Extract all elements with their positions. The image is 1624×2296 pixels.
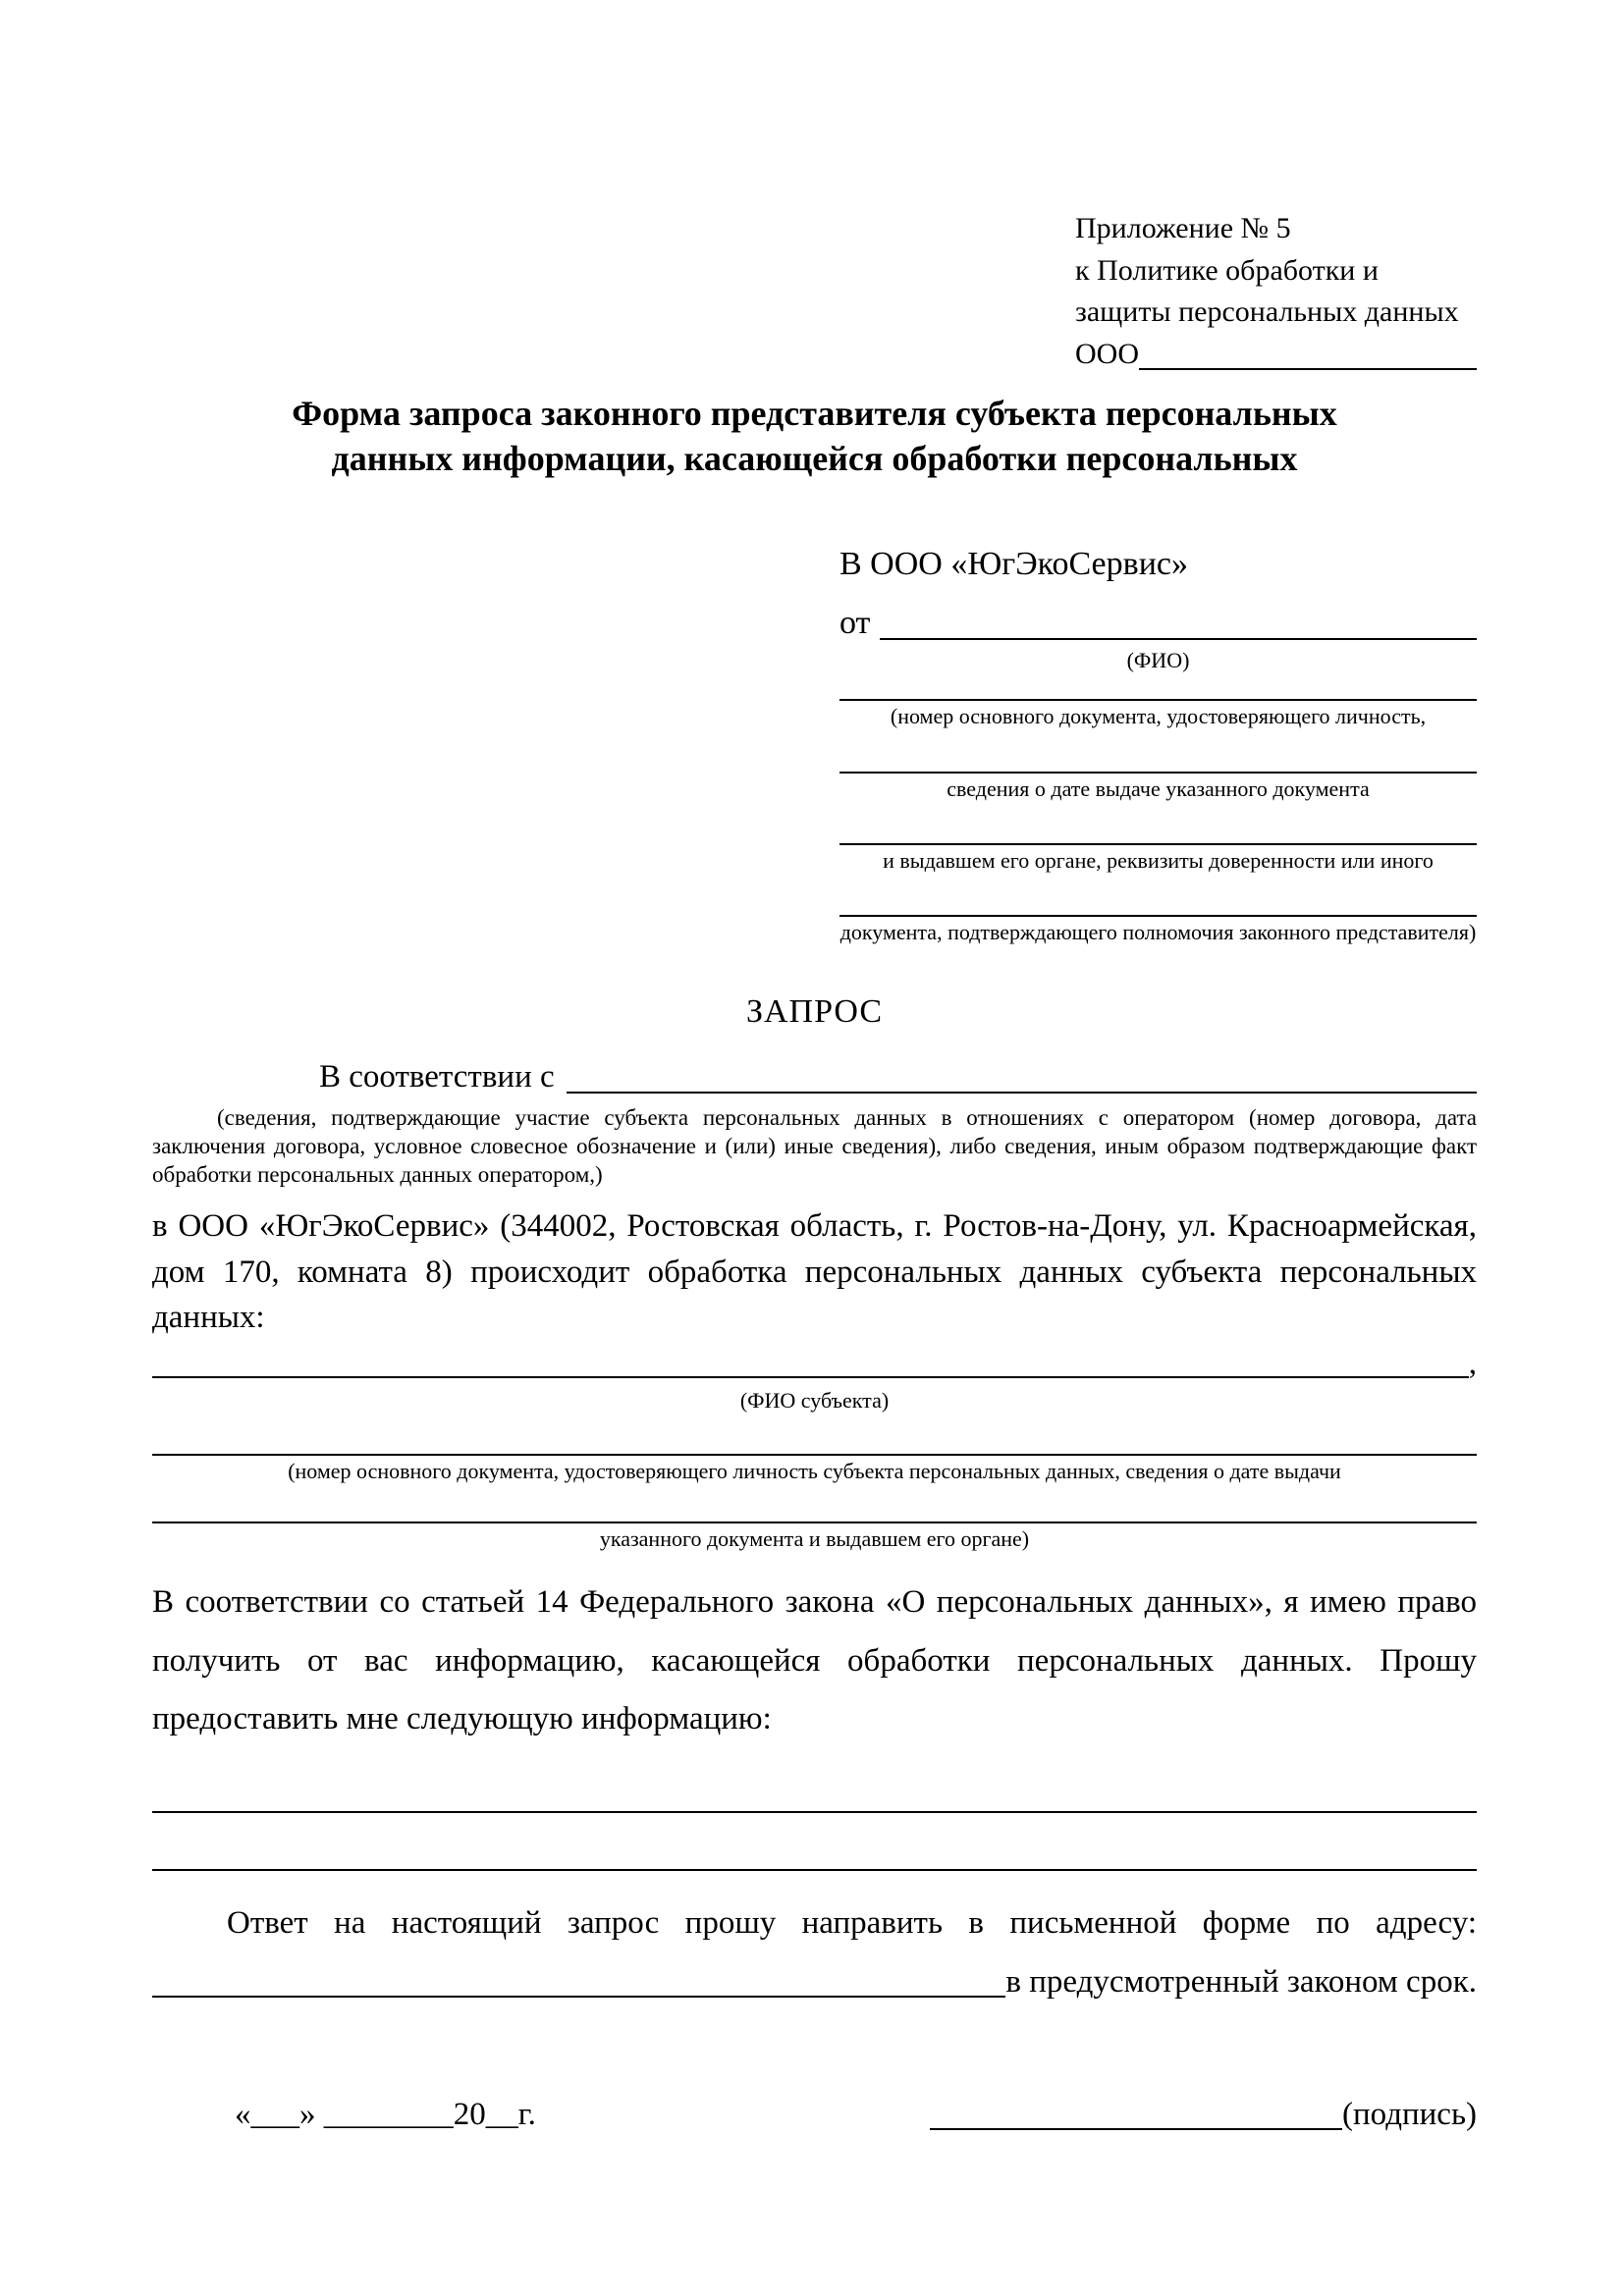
- fill-line-representative-authority: [839, 915, 1477, 917]
- from-line: [839, 602, 1477, 645]
- fill-line-subject-doc-number: [152, 1454, 1477, 1456]
- doc-issue-date-caption: сведения о дате выдаче указанного документа: [947, 775, 1370, 801]
- document-title: [152, 391, 1477, 481]
- fill-line-company-name: [1139, 368, 1477, 370]
- doc-authority-caption: и выдавшем его органе, реквизиты доверенности или иного: [883, 848, 1434, 874]
- fill-line-subject-doc-authority: [152, 1522, 1477, 1523]
- subject-fio-line: [152, 1343, 1477, 1385]
- fill-line-signature: [930, 2128, 1342, 2130]
- subject-doc-number-caption: (номер основного документа, удостоверяющего личность субъекта персональных данных, сведения о дате выдачи: [288, 1458, 1341, 1483]
- law-paragraph: В соответствии со статьей 14 Федерального закона «О персональных данных», я имею право получить от вас информацию, касающейся обработки персональных данных. Прошу предоставить мне следующую информацию:: [152, 1584, 1477, 1737]
- subject-fio-caption: (ФИО субъекта): [739, 1388, 890, 1414]
- according-line: [152, 1056, 1477, 1098]
- fill-line-reply-address: [152, 1996, 1005, 1998]
- from-prefix-label: от: [839, 604, 871, 641]
- doc-number-caption: (номер основного документа, удостоверяющего личность,: [890, 704, 1427, 729]
- fill-line-doc-issue-date: [839, 772, 1477, 774]
- fill-line-relation-details: [567, 1092, 1477, 1094]
- request-heading: ЗАПРОС: [745, 992, 884, 1030]
- fill-line-representative-fio: [880, 638, 1477, 640]
- footer-row: [152, 2094, 1477, 2136]
- signature-group: [930, 2094, 1477, 2136]
- addressee-block: [839, 543, 1477, 946]
- addressee-to-line: В ООО «ЮгЭкоСервис»: [839, 545, 1188, 582]
- representative-authority-caption: документа, подтверждающего полномочия законного представителя): [839, 920, 1477, 945]
- appendix-company-line: [1075, 334, 1477, 376]
- fill-line-doc-authority: [839, 843, 1477, 845]
- requested-info-lines: [152, 1811, 1477, 1871]
- fill-line-subject-fio: [152, 1376, 1469, 1378]
- reply-address-line: [152, 1960, 1477, 2004]
- subject-line-comma: ,: [1468, 1346, 1477, 1382]
- title-line-2: данных информации, касающейся обработки персональных: [331, 439, 1298, 479]
- relation-details-note: (сведения, подтверждающие участие субъекта персональных данных в отношениях с оператором (номер договора, дата заключения договора, условное словесное обозначение и (или) иные сведения), либо сведения, иным образом подтверждающие факт обработки персональных данных оператором,): [152, 1104, 1477, 1187]
- fill-line-doc-number: [839, 699, 1477, 701]
- signature-caption: (подпись): [1342, 2097, 1477, 2133]
- appendix-line-2: к Политике обработки и: [1075, 253, 1379, 287]
- subject-doc-authority-caption: указанного документа и выдавшем его органе): [599, 1525, 1030, 1551]
- company-prefix-label: ООО: [1075, 337, 1139, 370]
- fill-line-requested-info-2: [152, 1869, 1477, 1871]
- fio-caption: (ФИО): [1126, 647, 1190, 672]
- appendix-line-1: Приложение № 5: [1075, 212, 1291, 244]
- subject-document-lines: [152, 1454, 1477, 1553]
- according-prefix-label: В соответствии с: [319, 1058, 555, 1095]
- operator-paragraph: в ООО «ЮгЭкоСервис» (344002, Ростовская область, г. Ростов-на-Дону, ул. Красноармейская, дом 170, комната 8) происходит обработка персональных данных субъекта персональных данных:: [152, 1207, 1477, 1336]
- reply-suffix-label: в предусмотренный законом срок.: [1005, 1963, 1477, 2000]
- appendix-block: [1075, 208, 1477, 375]
- date-line: «___» ________20__г.: [235, 2097, 536, 2133]
- reply-paragraph: Ответ на настоящий запрос прошу направить в письменной форме по адресу:: [227, 1905, 1477, 1942]
- title-line-1: Форма запроса законного представителя субъекта персональных: [292, 394, 1337, 434]
- fill-line-requested-info-1: [152, 1811, 1477, 1813]
- appendix-line-3: защиты персональных данных: [1075, 295, 1459, 329]
